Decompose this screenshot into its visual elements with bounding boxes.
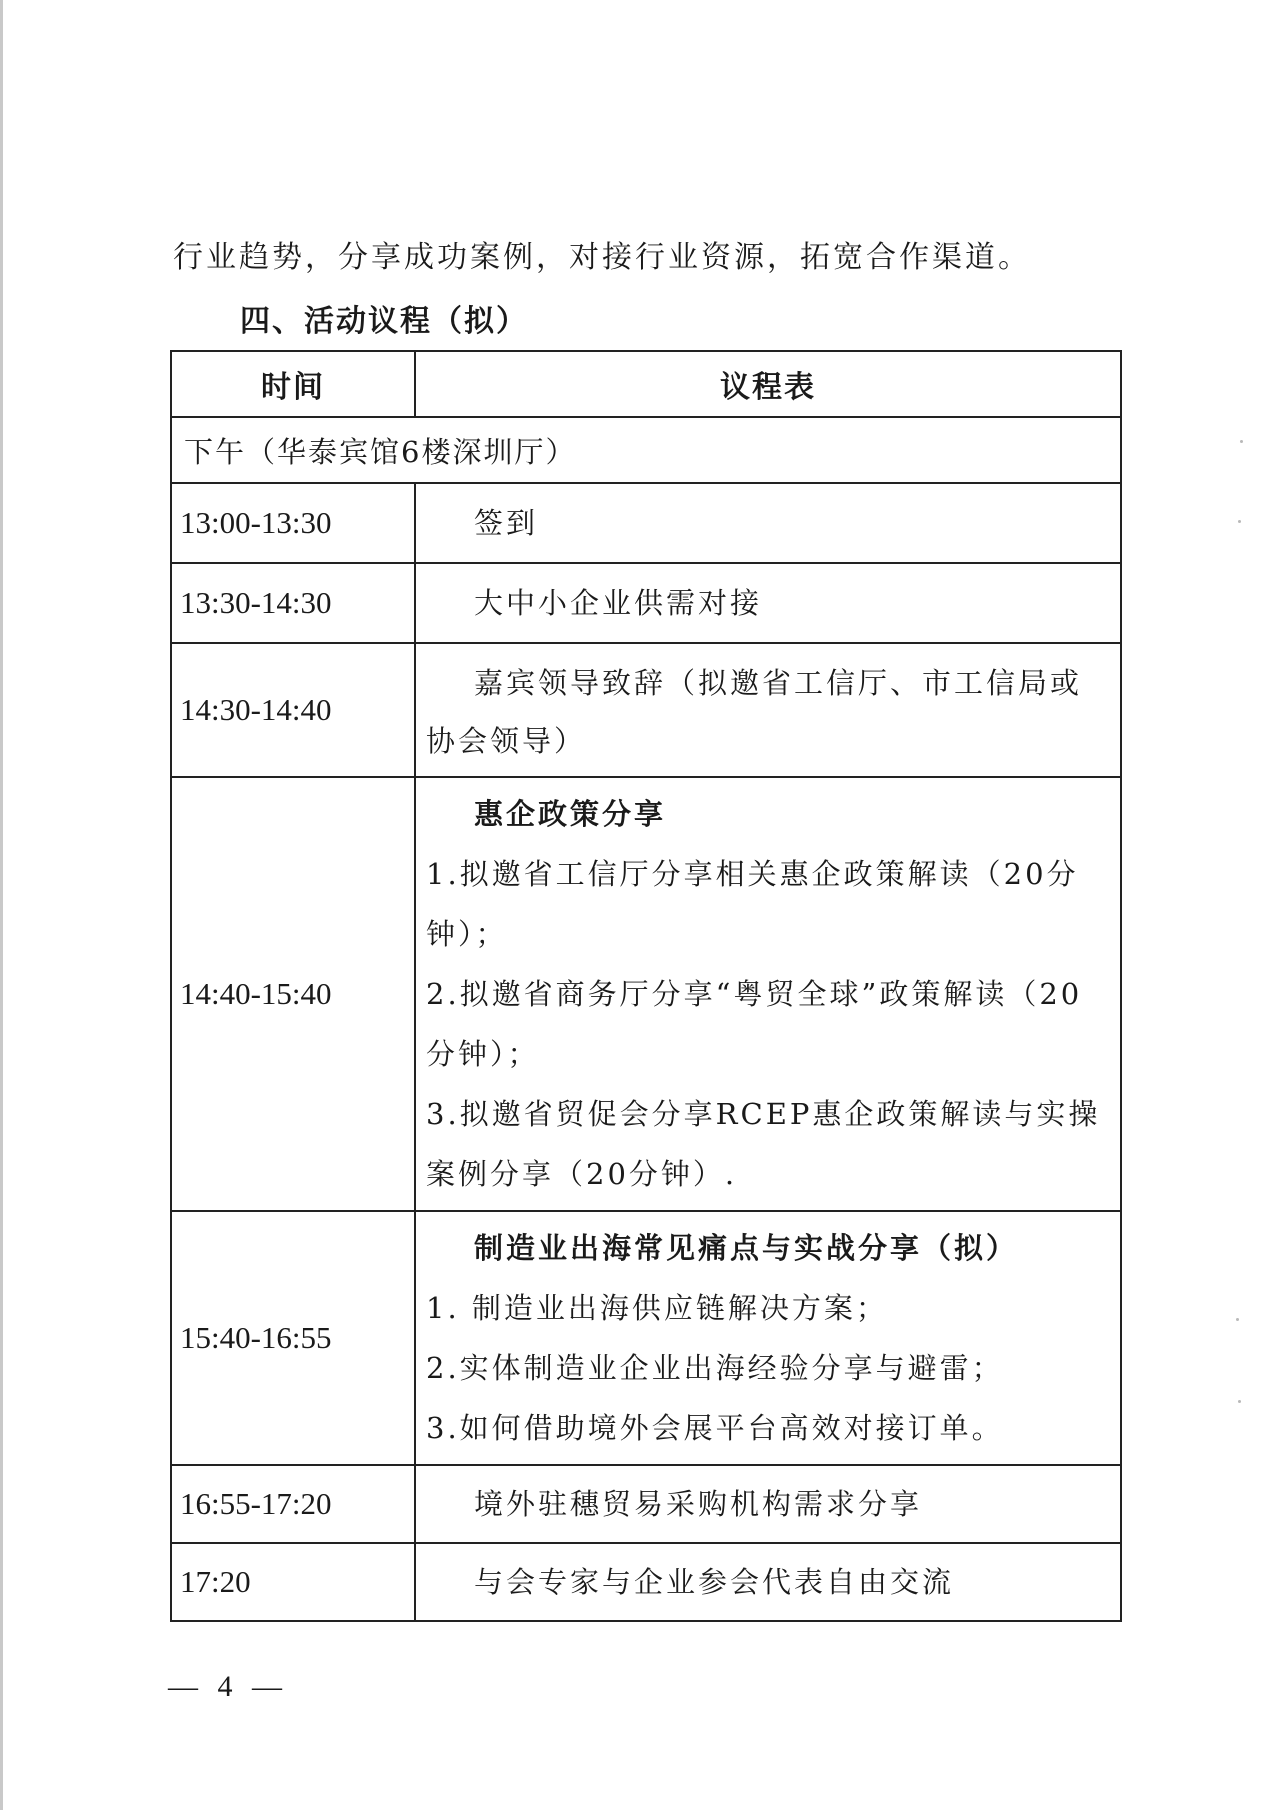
time-cell: 14:30-14:40 <box>171 643 415 777</box>
table-row <box>171 1211 1121 1465</box>
agenda-item-text: 签到 <box>474 506 539 540</box>
agenda-item-text: 嘉宾领导致辞（拟邀省工信厅、市工信局或协会领导） <box>426 666 1083 758</box>
header-agenda: 议程表 <box>415 351 1121 417</box>
time-cell: 15:40-16:55 <box>171 1211 415 1465</box>
table-row <box>171 1543 1121 1621</box>
session-label: 下午（华泰宾馆6楼深圳厅） <box>171 417 1121 483</box>
page-number: — 4 — <box>168 1670 288 1703</box>
block-line: 3.如何借助境外会展平台高效对接订单。 <box>426 1411 1004 1445</box>
block-line: 1. 制造业出海供应链解决方案； <box>426 1291 888 1325</box>
intro-paragraph-line: 行业趋势，分享成功案例，对接行业资源，拓宽合作渠道。 <box>173 240 1031 275</box>
block-line: 3.拟邀省贸促会分享RCEP惠企政策解读与实操案例分享（20分钟）. <box>426 1097 1101 1191</box>
agenda-table <box>170 350 1122 1622</box>
block-title: 制造业出海常见痛点与实战分享（拟） <box>474 1231 1019 1265</box>
header-time: 时间 <box>171 351 415 417</box>
agenda-item-block <box>415 777 1121 1211</box>
agenda-item <box>415 643 1121 777</box>
table-row <box>171 777 1121 1211</box>
agenda-item <box>415 483 1121 563</box>
block-line: 2.实体制造业企业出海经验分享与避雷； <box>426 1351 1004 1385</box>
time-cell: 14:40-15:40 <box>171 777 415 1211</box>
scan-speck <box>1236 1318 1239 1321</box>
block-line: 2.拟邀省商务厅分享“粤贸全球”政策解读（20分钟）； <box>426 977 1083 1071</box>
section-heading: 四、活动议程（拟） <box>240 304 528 339</box>
time-cell: 17:20 <box>171 1543 415 1621</box>
table-row <box>171 643 1121 777</box>
agenda-item <box>415 1543 1121 1621</box>
agenda-item <box>415 1465 1121 1543</box>
table-header-row <box>171 351 1121 417</box>
session-row <box>171 417 1121 483</box>
scan-speck <box>1240 440 1243 443</box>
agenda-item-block <box>415 1211 1121 1465</box>
scan-edge <box>0 0 3 1810</box>
scan-speck <box>1238 1400 1241 1403</box>
agenda-item <box>415 563 1121 643</box>
agenda-item-text: 境外驻穗贸易采购机构需求分享 <box>474 1487 923 1521</box>
scan-speck <box>1238 520 1241 523</box>
table-row <box>171 1465 1121 1543</box>
table-row <box>171 563 1121 643</box>
time-cell: 16:55-17:20 <box>171 1465 415 1543</box>
agenda-item-text: 大中小企业供需对接 <box>474 586 763 620</box>
block-title: 惠企政策分享 <box>474 797 667 831</box>
agenda-item-text: 与会专家与企业参会代表自由交流 <box>474 1565 955 1599</box>
time-cell: 13:00-13:30 <box>171 483 415 563</box>
table-row <box>171 483 1121 563</box>
block-line: 1.拟邀省工信厅分享相关惠企政策解读（20分钟）； <box>426 857 1079 951</box>
time-cell: 13:30-14:30 <box>171 563 415 643</box>
